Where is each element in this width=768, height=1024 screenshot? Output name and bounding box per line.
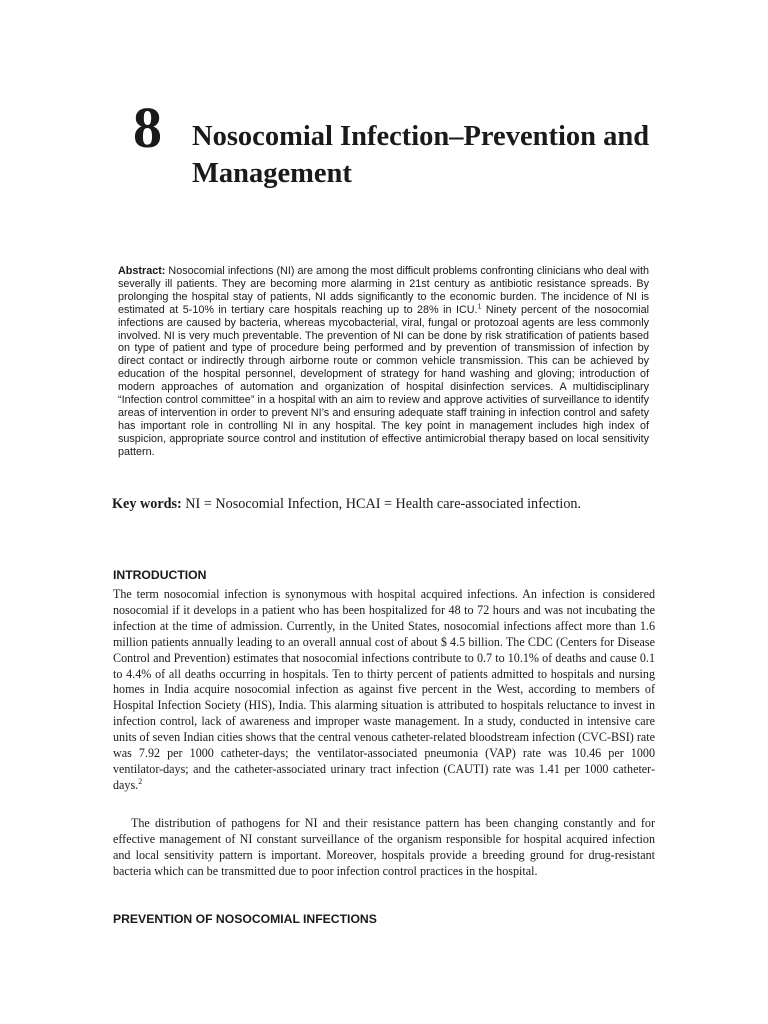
abstract-text-part-2: Ninety percent of the nosocomial infections are caused by bacteria, whereas mycobacterial, viral, fungal or protozoal agents are less commonly involved. NI is very much preventable. The prevention of NI can be done by risk stratification of patients based on type of patient and type of procedure being performed and by prevention of transmission of infection by direct contact or indirectly through airborne route or common vehicle transmission. This can be achieved by education of the hospital personnel, development of strategy for hand washing and gloving; introduction of modern approaches of automation and organization of hospital disinfection services. A multidisciplinary “Infection control committee” in a hospital with an aim to review and approve activities of surveillance to identify areas of intervention in order to prevent NI’s and ensuring adequate staff training in infection control and safety has important role in controlling NI in any hospital. The key point in management includes high index of suspicion, appropriate source control and institution of effective antimicrobial therapy based on local sensitivity pattern. xyxy=(118,303,649,458)
introduction-paragraph-1 xyxy=(113,587,655,794)
paragraph-1-text: The term nosocomial infection is synonymous with hospital acquired infections. An infection is considered nosocomial if it develops in a patient who has been hospitalized for 48 to 72 hours and was not incubating the infection at the time of admission. Currently, in the United States, nosocomial infections affect more than 1.6 million patients annually leading to an overall annual cost of about $ 4.5 billion. The CDC (Centers for Disease Control and Prevention) estimates that nosocomial infections contribute to 0.7 to 10.1% of deaths and cause 0.1 to 4.4% of all deaths occurring in hospitals. Ten to thirty percent of patients admitted to hospitals and nursing homes in India acquire nosocomial infection as against five percent in the West, according to members of Hospital Infection Society (HIS), India. This alarming situation is attributed to hospitals reluctance to invest in infection control, lack of awareness and improper waste management. In a study, conducted in intensive care units of seven Indian cities shows that the central venous catheter-related bloodstream infection (CVC-BSI) rate was 7.92 per 1000 catheter-days; the ventilator-associated pneumonia (VAP) rate was 10.46 per 1000 ventilator-days; and the catheter-associated urinary tract infection (CAUTI) rate was 1.41 per 1000 catheter-days. xyxy=(113,587,655,792)
chapter-title: Nosocomial Infection–Prevention and Management xyxy=(192,121,650,189)
abstract-reference-1[interactable]: 1 xyxy=(477,303,482,311)
abstract-text-part-1: Nosocomial infections (NI) are among the most difficult problems confronting clinicians who deal with severally ill patients. They are becoming more alarming in 21st century as antibiotic resistance spreads. By prolonging the hospital stay of patients, NI adds significantly to the economic burden. The incidence of NI is estimated at 5-10% in tertiary care hospitals reaching up to 28% in ICU. xyxy=(118,265,649,316)
introduction-heading: INTRODUCTION xyxy=(113,568,207,582)
abstract-label: Abstract: xyxy=(118,265,166,277)
keywords-label: Key words: xyxy=(112,496,182,512)
chapter-number: 8 xyxy=(133,95,162,160)
keywords-text: NI = Nosocomial Infection, HCAI = Health care-associated infection. xyxy=(181,496,582,512)
introduction-reference-2[interactable]: 2 xyxy=(138,776,143,786)
abstract xyxy=(118,265,649,459)
introduction-paragraph-2: The distribution of pathogens for NI and their resistance pattern has been changing constantly and for effective management of NI constant surveillance of the organism responsible for hospital acquired infection and local sensitivity pattern is important. Moreover, hospitals provide a breeding ground for drug-resistant bacteria which can be transmitted due to poor infection control practices in the hospital. xyxy=(113,816,655,878)
prevention-heading: PREVENTION OF NOSOCOMIAL INFECTIONS xyxy=(113,912,377,926)
keywords xyxy=(112,494,672,514)
